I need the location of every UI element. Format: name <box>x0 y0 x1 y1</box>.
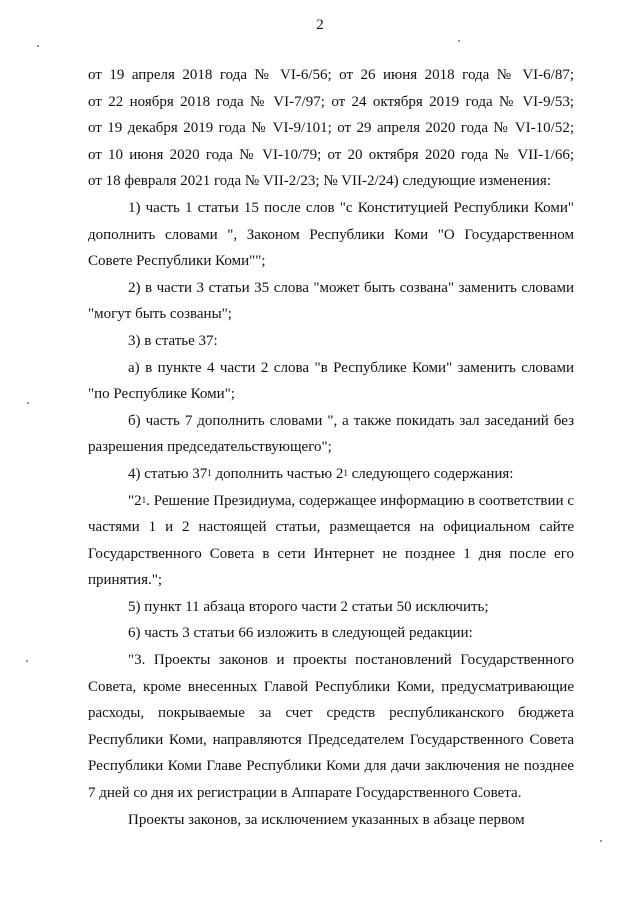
item-4-text-c: следующего содержания: <box>347 465 514 482</box>
document-body <box>88 62 574 833</box>
superscript: 1 <box>207 467 212 478</box>
intro-paragraph <box>88 62 574 195</box>
intro-line: от 18 февраля 2021 года № VII-2/23; № VII-2/24) следующие изменения: <box>88 173 551 190</box>
item-1: 1) часть 1 статьи 15 после слов "с Конституцией Республики Коми" дополнить словами ", Законом Республики Коми "О Государственном Совете Республики Коми""; <box>88 199 574 270</box>
intro-line: от 19 декабря 2019 года № VI-9/101; от 29 апреля 2020 года № VI-10/52; <box>88 120 574 137</box>
intro-line: от 10 июня 2020 года № VI-10/79; от 20 октября 2020 года № VII-1/66; <box>88 146 574 163</box>
item-3: 3) в статье 37: <box>128 332 218 349</box>
scan-speck <box>26 660 28 662</box>
item-4-quote-text: . Решение Президиума, содержащее информацию в соответствии с частями 1 и 2 настоящей статьи, размещается на официальном сайте Государственного Совета в сети Интернет не позднее 1 дня после его принятия."; <box>88 492 574 589</box>
item-2: 2) в части 3 статьи 35 слова "может быть созвана" заменить словами "могут быть созваны"; <box>88 279 574 323</box>
superscript: 1 <box>141 494 147 505</box>
intro-line: от 19 апреля 2018 года № VI-6/56; от 26 июня 2018 года № VI-6/87; <box>88 67 574 83</box>
item-4-quote-start: "2 <box>128 492 142 509</box>
scan-speck <box>37 45 39 47</box>
scan-speck <box>600 840 602 842</box>
item-3a: а) в пункте 4 части 2 слова "в Республике Коми" заменить словами "по Республике Коми"; <box>88 359 574 403</box>
item-3b: б) часть 7 дополнить словами ", а также покидать зал заседаний без разрешения председательствующего"; <box>88 412 574 456</box>
item-6: 6) часть 3 статьи 66 изложить в следующей редакции: <box>128 625 473 642</box>
scan-speck <box>27 402 29 404</box>
item-4-text-a: 4) статью 37 <box>128 465 208 482</box>
superscript: 1 <box>343 467 348 478</box>
item-6-quote-continuation: Проекты законов, за исключением указанных в абзаце первом <box>128 811 525 828</box>
item-5: 5) пункт 11 абзаца второго части 2 статьи 50 исключить; <box>128 598 489 615</box>
item-4-quote <box>88 488 574 594</box>
item-4-text-b: дополнить частью 2 <box>211 465 344 482</box>
intro-line: от 22 ноября 2018 года № VI-7/97; от 24 октября 2019 года № VI-9/53; <box>88 93 574 110</box>
item-6-quote: "3. Проекты законов и проекты постановлений Государственного Совета, кроме внесенных Главой Республики Коми, предусматривающие расходы, покрываемые за счет средств республиканского бюджета Республики Коми, направляются Председателем Государственного Совета Республики Коми Главе Республики Коми для дачи заключения не позднее 7 дней со дня их регистрации в Аппарате Государственного Совета. <box>88 652 574 802</box>
item-4 <box>88 461 574 488</box>
scan-speck <box>458 40 460 42</box>
page-number: 2 <box>316 17 324 33</box>
